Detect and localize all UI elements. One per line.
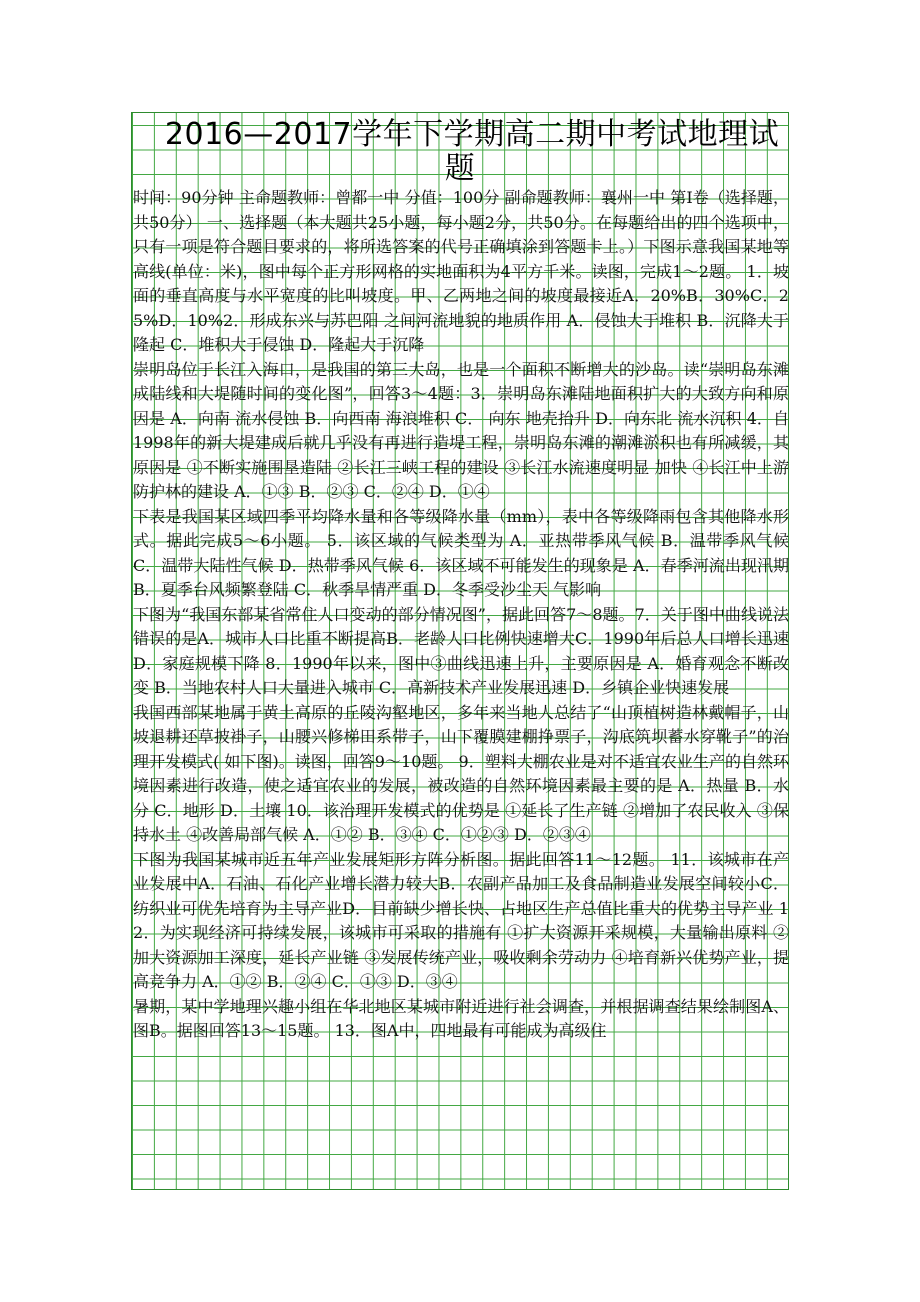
paragraph-q11-12: 下图为我国某城市近五年产业发展矩形方阵分析图。据此回答11～12题。 11．该城市在产业发展中A．石油、石化产业增长潜力较大B．农副产品加工及食品制造业发展空间较小C．纺织业可优先培育为主导产业D．目前缺少增长快、占地区生产总值比重大的优势主导产业 12．为实现经济可持续发展，该城市可采取的措施有 ①扩大资源开采规模，大量输出原料 ②加大资源加工深度，延长产业链 ③发展传统产业，吸收剩余劳动力 ④培育新兴优势产业，提高竞争力 A．①② B．②④ C．①③ D．③④	[133, 849, 789, 991]
exam-body	[133, 186, 789, 1044]
paragraph-q5-6: 下表是我国某区域四季平均降水量和各等级降水量（mm），表中各等级降雨包含其他降水形式。据此完成5～6小题。 5．该区域的气候类型为 A．亚热带季风气候 B．温带季风气候 C．温带大陆性气候 D．热带季风气候 6．该区域不可能发生的现象是 A．春季河流出现汛期 B．夏季台风频繁登陆 C．秋季旱情严重 D．冬季受沙尘天 气影响	[133, 506, 789, 599]
paragraph-q7-8: 下图为“我国东部某省常住人口变动的部分情况图”，据此回答7～8题。7．关于图中曲线说法错误的是A．城市人口比重不断提高B．老龄人口比例快速增大C．1990年后总人口增长迅速 D．家庭规模下降 8．1990年以来，图中③曲线迅速上升，主要原因是 A．婚育观念不断改变 B．当地农村人口大量进入城市 C．高新技术产业发展迅速 D．乡镇企业快速发展	[133, 604, 789, 697]
paragraph-q13: 暑期，某中学地理兴趣小组在华北地区某城市附近进行社会调查，并根据调查结果绘制图A、图B。据图回答13～15题。 13．图A中，四地最有可能成为高级住	[133, 996, 789, 1040]
paragraph-q9-10: 我国西部某地属于黄土高原的丘陵沟壑地区，多年来当地人总结了“山顶植树造林戴帽子，山坡退耕还草披褂子，山腰兴修梯田系带子，山下覆膜建棚挣票子，沟底筑坝蓄水穿靴子”的治理开发模式( 如下图)。读图，回答9～10题。 9．塑料大棚农业是对不适宜农业生产的自然环境因素进行改造，使之适宜农业的发展，被改造的自然环境因素最主要的是 A．热量 B．水分 C．地形 D．土壤 10．该治理开发模式的优势是 ①延长了生产链 ②增加了农民收入 ③保持水土 ④改善局部气候 A．①② B．③④ C．①②③ D．②③④	[133, 702, 789, 844]
paragraph-q3-4: 崇明岛位于长江入海口，是我国的第三大岛，也是一个面积不断增大的沙岛。读“崇明岛东滩成陆线和大堤随时间的变化图”，回答3～4题：3．崇明岛东滩陆地面积扩大的大致方向和原因是 A．向南 流水侵蚀 B．向西南 海浪堆积 C． 向东 地壳抬升 D．向东北 流水沉积 4．自1998年的新大堤建成后就几乎没有再进行造堤工程，崇明岛东滩的潮滩淤积也有所减缓，其原因是 ①不断实施围垦造陆 ②长江三峡工程的建设 ③长江水流速度明显 加快 ④长江中上游防护林的建设 A．①③ B．②③ C．②④ D．①④	[133, 359, 789, 501]
title-line-1: 2016—2017学年下学期高二期中考试地理试	[164, 117, 780, 152]
paragraph-intro-q1-2: 时间：90分钟 主命题教师：曾都一中 分值：100分 副命题教师：襄州一中 第Ⅰ卷（选择题，共50分） 一、选择题（本大题共25小题，每小题2分，共50分。在每题给出的四个选项中，只有一项是符合题目要求的，将所选答案的代号正确填涂到答题卡上。）下图示意我国某地等高线(单位：米)，图中每个正方形网格的实地面积为4平方千米。读图，完成1～2题。 1．坡面的垂直高度与水平宽度的比叫坡度。甲、乙两地之间的坡度最接近A．20%B．30%C．25%D．10%2．形成东兴与苏巴阳 之间河流地貌的地质作用 A．侵蚀大于堆积 B．沉降大于隆起 C．堆积大于侵蚀 D．隆起大于沉降	[133, 188, 789, 354]
exam-title	[131, 118, 789, 186]
title-line-2: 题	[444, 151, 476, 186]
